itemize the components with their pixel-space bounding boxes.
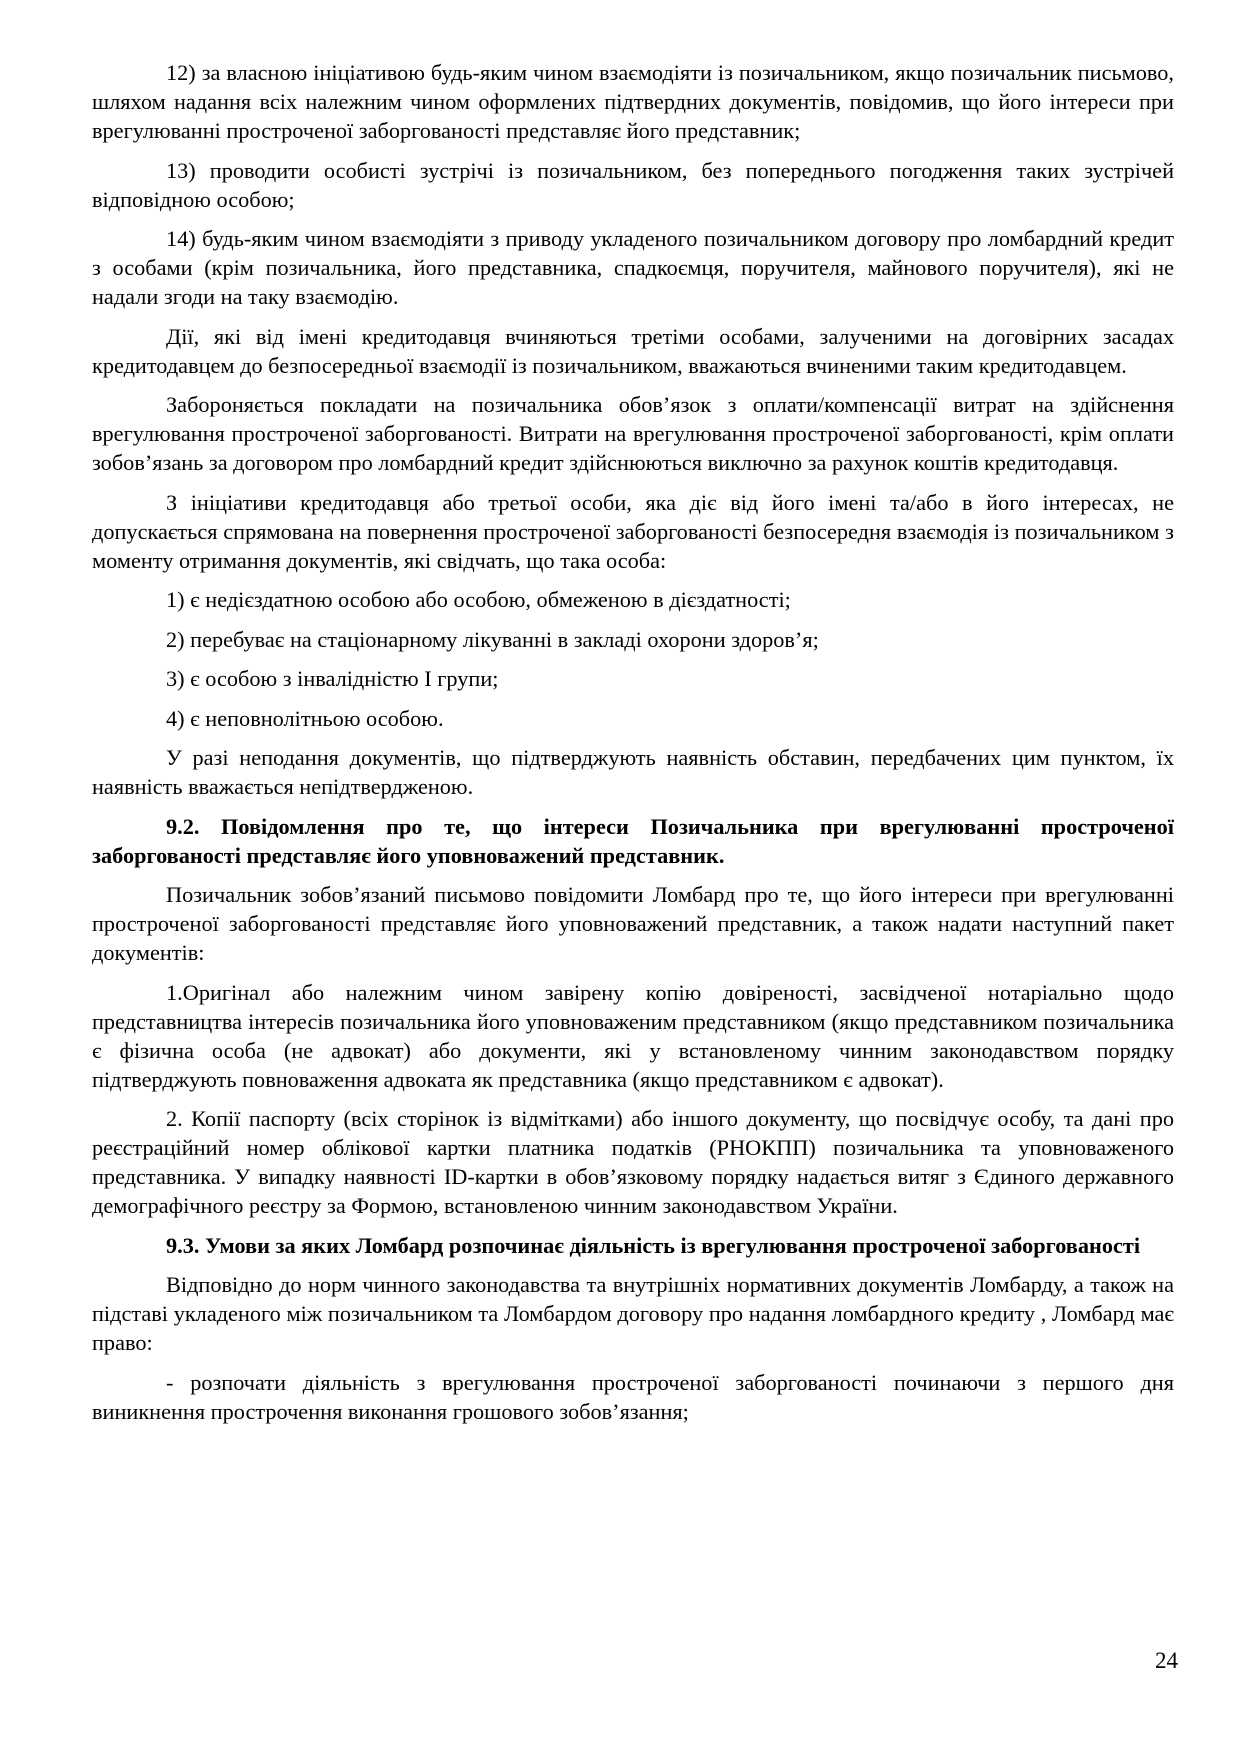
paragraph-doc-2: 2. Копії паспорту (всіх сторінок із відмітками) або іншого документу, що посвідчує особу, та дані про реєстраційний номер облікової картки платника податків (РНОКПП) позичальника та уповноваженого представника. У випадку наявності ID-картки в обов’язковому порядку надається витяг з Єдиного державного демографічного реєстру за Формою, встановленою чинним законодавством України. — [92, 1106, 1174, 1218]
section-heading-9-3: 9.3. Умови за яких Ломбард розпочинає діяльність із врегулювання простроченої заборгованості — [166, 1232, 1141, 1258]
paragraph-non-submission: У разі неподання документів, що підтверджують наявність обставин, передбачених цим пунктом, їх наявність вважається непідтвердженою. — [92, 745, 1174, 799]
paragraph-third-parties: Дії, які від імені кредитодавця вчиняються третіми особами, залученими на договірних засадах кредитодавцем до безпосередньої взаємодії із позичальником, вважаються вчиненими таким кредитодавцем. — [92, 323, 1174, 378]
paragraph-costs: Забороняється покладати на позичальника обов’язок з оплати/компенсації витрат на здійснення врегулювання простроченої заборгованості. Витрати на врегулювання простроченої заборгованості, крім оплати зобов’язань за договором про ломбардний кредит здійснюються виключно за рахунок коштів кредитодавця. — [92, 392, 1174, 475]
page-number: 24 — [1155, 1648, 1178, 1673]
list-item-3: 3) є особою з інвалідністю I групи; — [166, 666, 499, 691]
list-item-2: 2) перебуває на стаціонарному лікуванні в закладі охорони здоров’я; — [166, 626, 819, 652]
paragraph-item-12: 12) за власною ініціативою будь-яким чином взаємодіяти із позичальником, якщо позичальник письмово, шляхом надання всіх належним чином оформлених підтвердних документів, повідомив, що його інтереси при врегулюванні простроченої заборгованості представляє його представник; — [92, 60, 1174, 143]
body-text — [92, 58, 1174, 1436]
paragraph-item-13: 13) проводити особисті зустрічі із позичальником, без попереднього погодження таких зустрічей відповідною особою; — [92, 157, 1174, 212]
section-heading-9-2: 9.2. Повідомлення про те, що інтереси Позичальника при врегулюванні простроченої заборгованості представляє його уповноважений представник. — [92, 813, 1174, 868]
list-item-1: 1) є недієздатною особою або особою, обмеженою в дієздатності; — [166, 587, 791, 612]
paragraph-doc-1: 1.Оригінал або належним чином завірену копію довіреності, засвідченої нотаріально щодо представництва інтересів позичальника його уповноваженим представником (якщо представником позичальника є фізична особа (не адвокат) або документи, які у встановленому чинним законодавством порядку підтверджують повноваження адвоката як представника (якщо представником є адвокат). — [92, 979, 1174, 1092]
paragraph-rights: Відповідно до норм чинного законодавства та внутрішніх нормативних документів Ломбарду, а також на підставі укладеного між позичальником та Ломбардом договору про надання ломбардного кредиту , Ломбард має право: — [92, 1272, 1174, 1355]
paragraph-item-14: 14) будь-яким чином взаємодіяти з приводу укладеного позичальником договору про ломбардний кредит з особами (крім позичальника, його представника, спадкоємця, поручителя, майнового поручителя), які не надали згоди на таку взаємодію. — [92, 226, 1174, 309]
paragraph-prohibition: З ініціативи кредитодавця або третьої особи, яка діє від його імені та/або в його інтересах, не допускається спрямована на повернення простроченої заборгованості безпосередня взаємодія із позичальником з моменту отримання документів, які свідчать, що така особа: — [92, 489, 1174, 573]
paragraph-start-activity: - розпочати діяльність з врегулювання простроченої заборгованості починаючи з першого дня виникнення прострочення виконання грошового зобов’язання; — [92, 1369, 1174, 1424]
paragraph-notification: Позичальник зобов’язаний письмово повідомити Ломбард про те, що його інтереси при врегулюванні простроченої заборгованості представляє його уповноважений представник, а також надати наступний пакет документів: — [92, 882, 1174, 965]
list-item-4: 4) є неповнолітньою особою. — [166, 705, 444, 731]
